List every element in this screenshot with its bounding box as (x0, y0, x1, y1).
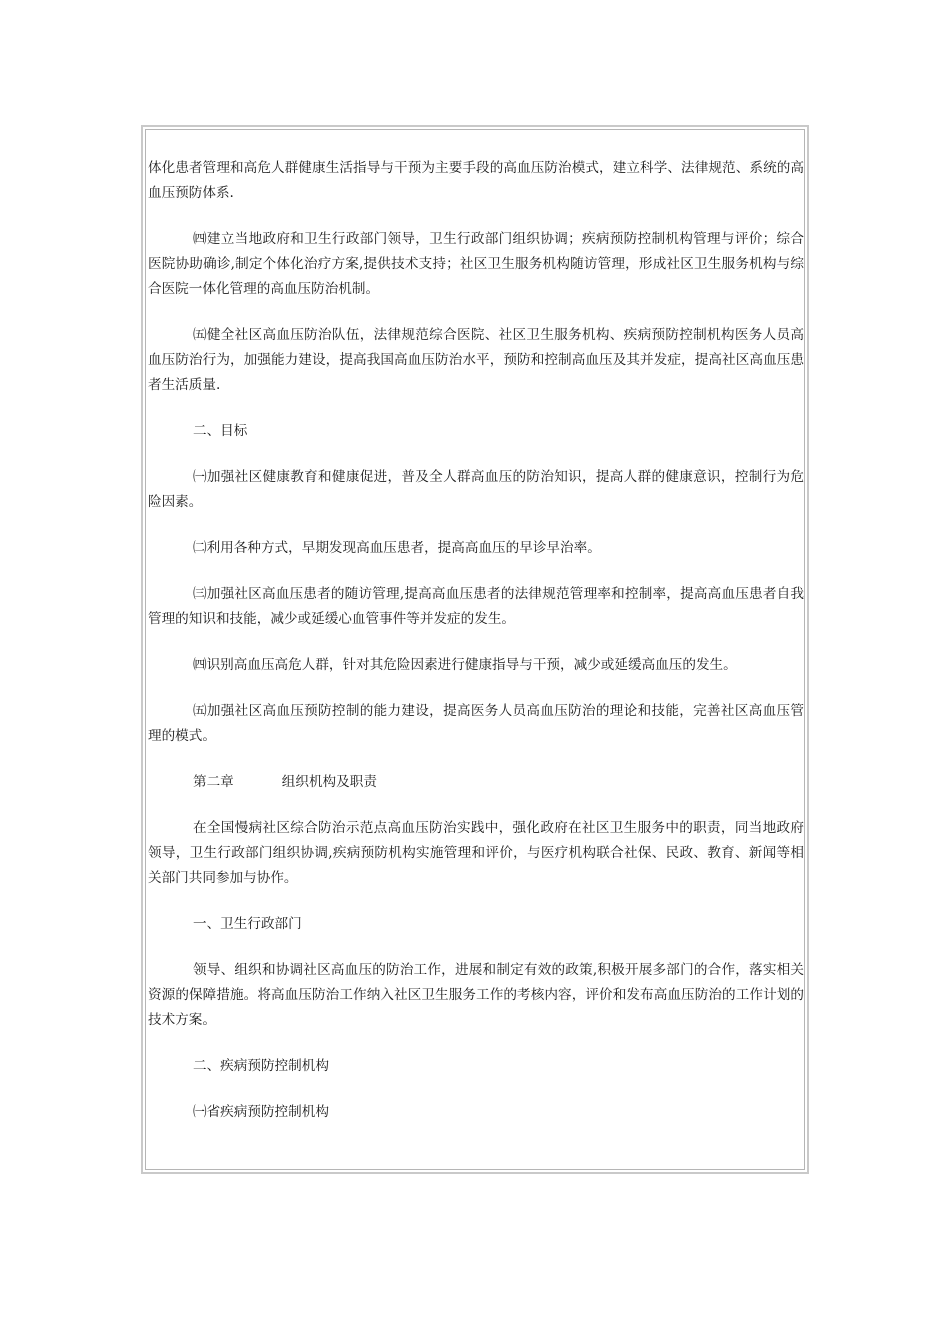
paragraph-item-5-team: ㈤健全社区高血压防治队伍，法律规范综合医院、社区卫生服务机构、疾病预防控制机构医务人员高血压防治行为，加强能力建设，提高我国高血压防治水平，预防和控制高血压及其并发症，提高社区高血压患者生活质量. (148, 327, 804, 393)
paragraph-goal-3: ㈢加强社区高血压患者的随访管理,提高高血压患者的法律规范管理率和控制率，提高高血压患者自我管理的知识和技能，减少或延缓心血管事件等并发症的发生。 (148, 586, 804, 627)
chapter-title: 组织机构及职责 (281, 774, 377, 790)
chapter-heading (148, 770, 804, 795)
paragraph-goal-5: ㈤加强社区高血压预防控制的能力建设，提高医务人员高血压防治的理论和技能，完善社区高血压管理的模式。 (148, 703, 804, 744)
paragraph-health-admin-duties: 领导、组织和协调社区高血压的防治工作，进展和制定有效的政策,积极开展多部门的合作，落实相关资源的保障措施。将高血压防治工作纳入社区卫生服务工作的考核内容，评价和发布高血压防治的工作计划的技术方案。 (148, 962, 804, 1028)
section-heading-health-admin: 一、卫生行政部门 (193, 916, 302, 932)
paragraph-chapter-intro: 在全国慢病社区综合防治示范点高血压防治实践中，强化政府在社区卫生服务中的职责，同当地政府领导，卫生行政部门组织协调,疾病预防机构实施管理和评价，与医疗机构联合社保、民政、教育、新闻等相关部门共同参加与协作。 (148, 820, 804, 886)
paragraph-goal-2: ㈡利用各种方式，早期发现高血压患者，提高高血压的早诊早治率。 (193, 540, 601, 556)
paragraph-goal-1: ㈠加强社区健康教育和健康促进，普及全人群高血压的防治知识，提高人群的健康意识，控制行为危险因素。 (148, 469, 804, 510)
paragraph-goal-4: ㈣识别高血压高危人群，针对其危险因素进行健康指导与干预，减少或延缓高血压的发生。 (193, 657, 737, 673)
chapter-number: 第二章 (193, 774, 234, 790)
subsection-heading-provincial-cdc: ㈠省疾病预防控制机构 (193, 1104, 329, 1120)
section-heading-cdc: 二、疾病预防控制机构 (193, 1058, 329, 1074)
paragraph-item-4-mechanism: ㈣建立当地政府和卫生行政部门领导，卫生行政部门组织协调；疾病预防控制机构管理与评价；综合医院协助确诊,制定个体化治疗方案,提供技术支持；社区卫生服务机构随访管理，形成社区卫生服务机构与综合医院一体化管理的高血压防治机制。 (148, 231, 804, 297)
page-frame (141, 125, 809, 1174)
section-heading-goals: 二、目标 (193, 423, 248, 439)
paragraph-continued: 体化患者管理和高危人群健康生活指导与干预为主要手段的高血压防治模式，建立科学、法律规范、系统的高血压预防体系. (148, 160, 804, 201)
document-body (148, 156, 804, 1146)
